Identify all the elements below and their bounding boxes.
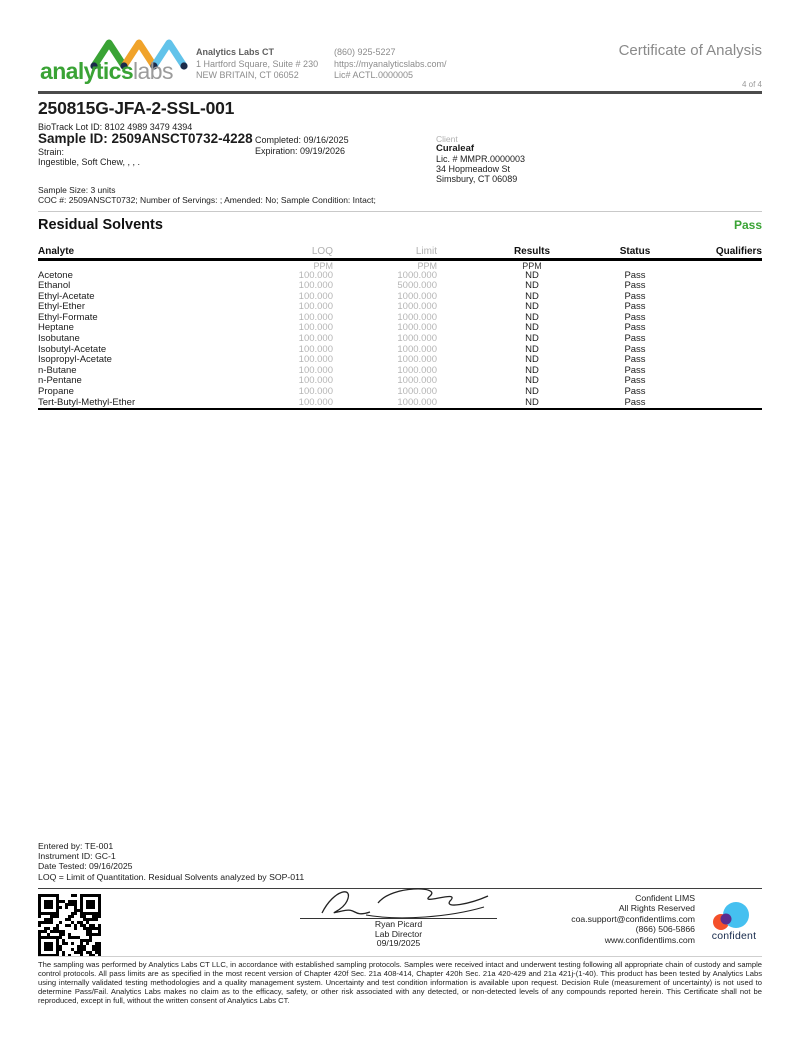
cell-analyte: Isopropyl-Acetate [38,355,112,366]
cell-limit: 1000.000 [397,270,437,281]
client-license: Lic. # MMPR.0000003 [436,154,526,164]
loq-note: LOQ = Limit of Quantitation. Residual Solvents analyzed by SOP-011 [38,871,305,882]
cell-status: Pass [624,302,646,313]
header-rule [38,91,762,94]
signature-icon [300,885,500,919]
table-row [38,345,762,356]
cell-qualifiers [685,398,762,409]
table-row [38,334,762,345]
lims-name: Confident LIMS [635,893,695,903]
client-address-2: Simsbury, CT 06089 [436,174,518,184]
cell-status: Pass [624,387,646,398]
signatory-block [300,920,497,949]
cell-results: ND [525,376,539,387]
cell-analyte: Ethanol [38,281,71,292]
cell-results: ND [525,365,539,376]
cell-limit: 1000.000 [397,291,437,302]
cell-qualifiers [685,313,762,324]
cell-status: Pass [624,344,646,355]
cell-limit: 1000.000 [397,344,437,355]
section-status-badge: Pass [733,218,762,232]
cell-loq: 100.000 [298,312,333,323]
cell-limit: 1000.000 [397,312,437,323]
cell-qualifiers [685,302,762,313]
cell-loq: 100.000 [298,334,333,345]
cell-results: ND [525,281,539,292]
lab-license: Lic# ACTL.0000005 [334,70,414,80]
cell-status: Pass [624,376,646,387]
cell-analyte: Acetone [38,270,73,281]
table-row [38,387,762,398]
cell-results: ND [525,355,539,366]
cell-results: ND [525,387,539,398]
unit-loq: PPM [313,260,333,271]
disclaimer-text: The sampling was performed by Analytics Labs CT LLC, in accordance with established sampling protocols. Samples were received intact and underwent testing following all appropriate chain of custody and sample control protocols. All pass limits are as specified in the most recent version of Chapter 420f Sec. 21a 408-414, Chapter 420h Sec. 21a 420-429 and 21a 421j-(1-40). This product has been tested by Analytics Labs using internally validated testing methodologies and a quality management system. Uncertainty and test condition information is available upon request. Decision Rule (measurement of uncertainty) is not used to determine Pass/Fail. Analytics Labs makes no claim as to the efficacy, safety, or other risk associated with any detected, or non-detected levels of any compounds reported herein. This Certificate shall not be reproduced, except in full, without the written consent of Analytics Labs CT. [38,960,762,1005]
table-bottom-rule [38,408,762,410]
strain-label: Strain: [38,147,65,157]
cell-analyte: Isobutane [38,334,80,345]
expiration-date: Expiration: 09/19/2026 [255,146,346,156]
cell-analyte: n-Pentane [38,376,82,387]
lab-name: Analytics Labs CT [196,47,275,57]
table-row [38,313,762,324]
cell-qualifiers [685,271,762,282]
cell-results: ND [525,291,539,302]
confident-brand: confident [711,930,757,942]
cell-status: Pass [624,270,646,281]
cell-limit: 1000.000 [397,397,437,408]
cell-analyte: Heptane [38,323,74,334]
col-header-results: Results [513,246,551,257]
coc-line: COC #: 2509ANSCT0732; Number of Servings: ; Amended: No; Sample Condition: Intact; [38,195,376,205]
cell-loq: 100.000 [298,355,333,366]
table-row [38,323,762,334]
signature-date: 09/19/2025 [376,938,421,949]
instrument-id: Instrument ID: GC-1 [38,851,116,862]
table-row [38,376,762,387]
cell-loq: 100.000 [298,302,333,313]
cell-results: ND [525,334,539,345]
cell-limit: 1000.000 [397,376,437,387]
cell-qualifiers [685,366,762,377]
biotrack-lot: BioTrack Lot ID: 8102 4989 3479 4394 [38,122,193,132]
brand-word-labs: labs [133,58,173,84]
cell-limit: 1000.000 [397,355,437,366]
cell-limit: 1000.000 [397,334,437,345]
table-row [38,355,762,366]
cell-analyte: Isobutyl-Acetate [38,344,107,355]
cell-loq: 100.000 [298,270,333,281]
cell-analyte: Ethyl-Acetate [38,291,95,302]
section-divider [38,211,762,212]
cell-analyte: Propane [38,387,74,398]
client-address-1: 34 Hopmeadow St [436,164,511,174]
cell-results: ND [525,270,539,281]
cell-qualifiers [685,387,762,398]
cell-qualifiers [685,345,762,356]
client-name: Curaleaf [436,143,475,154]
cell-status: Pass [624,355,646,366]
table-row [38,292,762,303]
client-panel [436,134,525,184]
lab-website: https://myanalyticslabs.com/ [334,58,447,69]
cell-loq: 100.000 [298,387,333,398]
report-meta [38,841,304,882]
cell-loq: 100.000 [298,365,333,376]
page-indicator: 4 of 4 [741,80,762,89]
table-row [38,302,762,313]
cell-status: Pass [624,323,646,334]
table-row [38,398,762,409]
cell-status: Pass [624,281,646,292]
qr-code [38,894,101,957]
col-header-limit: Limit [415,246,437,257]
disclaimer-divider [38,956,762,957]
brand-wordmark [40,58,173,85]
units-row [38,261,762,271]
date-tested: Date Tested: 09/16/2025 [38,861,133,872]
table-row [38,366,762,377]
section-title: Residual Solvents [38,217,163,233]
cell-qualifiers [685,376,762,387]
col-header-analyte: Analyte [38,246,75,257]
entered-by: Entered by: TE-001 [38,841,114,851]
cell-loq: 100.000 [298,397,333,408]
cell-status: Pass [624,334,646,345]
cell-analyte: Tert-Butyl-Methyl-Ether [38,397,136,408]
lims-info [571,893,695,945]
brand-word-analytics: analytics [40,58,134,84]
cell-limit: 1000.000 [397,387,437,398]
sample-id: Sample ID: 2509ANSCT0732-4228 [38,131,253,146]
cell-results: ND [525,312,539,323]
lab-contact-info [334,47,447,82]
cell-loq: 100.000 [298,281,333,292]
solvent-rows [38,271,762,409]
lab-info [196,47,318,82]
confident-logo-icon [706,901,760,931]
cell-qualifiers [685,334,762,345]
cell-limit: 5000.000 [397,281,437,292]
cell-status: Pass [624,397,646,408]
lims-email: coa.support@confidentlims.com [571,913,695,924]
cell-loq: 100.000 [298,344,333,355]
lab-phone: (860) 925-5227 [334,47,396,57]
cell-qualifiers [685,292,762,303]
table-header-row [38,242,762,257]
cell-qualifiers [685,355,762,366]
cell-analyte: n-Butane [38,365,77,376]
client-label: Client [436,134,458,144]
cell-results: ND [525,397,539,408]
cell-loq: 100.000 [298,291,333,302]
cell-results: ND [525,344,539,355]
unit-limit: PPM [417,260,437,271]
cell-analyte: Ethyl-Ether [38,302,85,313]
lab-address-2: NEW BRITAIN, CT 06052 [196,70,299,80]
cell-status: Pass [624,312,646,323]
completed-date: Completed: 09/16/2025 [255,135,349,145]
cell-limit: 1000.000 [397,323,437,334]
cell-results: ND [525,302,539,313]
cell-results: ND [525,323,539,334]
batch-id: 250815G-JFA-2-SSL-001 [38,98,235,118]
strain-value: Ingestible, Soft Chew, , , . [38,157,141,167]
unit-results: PPM [522,260,542,271]
col-header-loq: LOQ [311,246,333,257]
cell-loq: 100.000 [298,376,333,387]
lims-phone: (866) 506-5866 [635,924,695,935]
lims-website: www.confidentlims.com [604,934,695,945]
cell-analyte: Ethyl-Formate [38,312,98,323]
solvents-table [38,242,762,410]
cell-qualifiers [685,323,762,334]
cell-status: Pass [624,365,646,376]
signatory-name: Ryan Picard [374,919,423,929]
cell-qualifiers [685,281,762,292]
cell-limit: 1000.000 [397,302,437,313]
section-heading-row [38,217,762,233]
doc-title: Certificate of Analysis [618,42,762,59]
cell-loq: 100.000 [298,323,333,334]
col-header-qualifiers: Qualifiers [715,246,762,257]
lab-address-1: 1 Hartford Square, Suite # 230 [196,58,319,69]
table-row [38,271,762,282]
table-row [38,281,762,292]
sample-size: Sample Size: 3 units [38,185,116,195]
col-header-status: Status [619,246,651,257]
lims-rights: All Rights Reserved [618,903,695,914]
cell-status: Pass [624,291,646,302]
signatory-title: Lab Director [374,928,423,939]
cell-limit: 1000.000 [397,365,437,376]
